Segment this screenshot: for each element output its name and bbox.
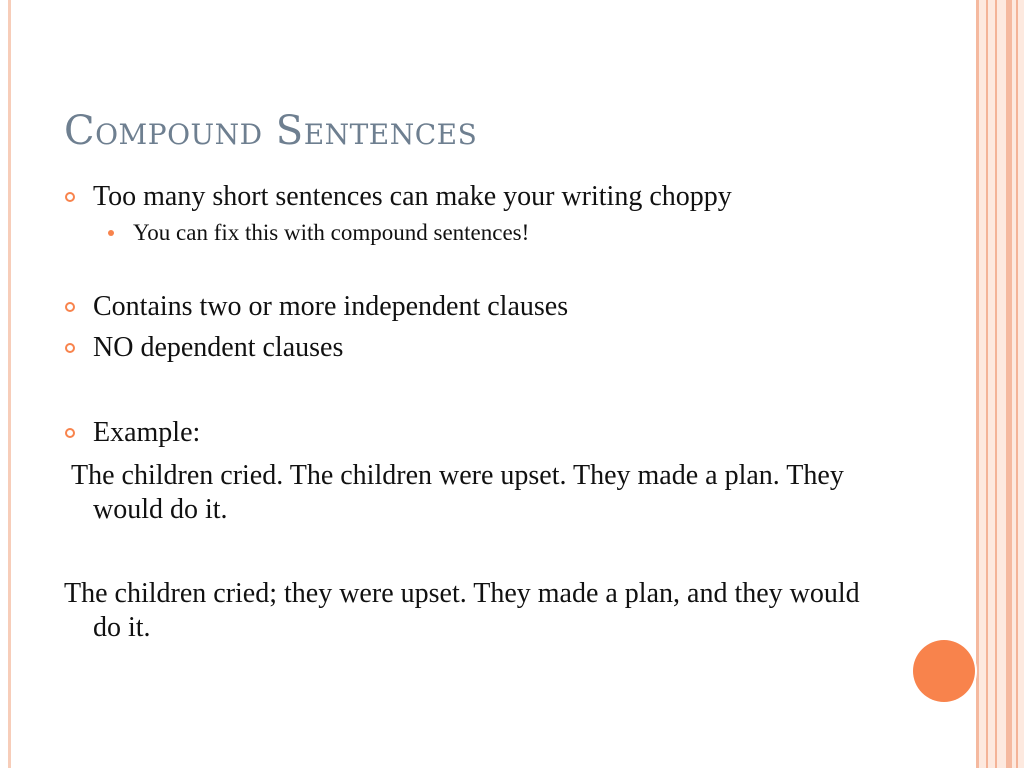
bullet-text: Example: xyxy=(93,417,201,448)
decorative-circle xyxy=(913,640,975,702)
bullet-text: NO dependent clauses xyxy=(93,332,344,363)
decorative-stripe xyxy=(976,0,979,768)
bullet-ring-icon xyxy=(65,302,75,312)
decorative-stripe xyxy=(1016,0,1018,768)
decorative-stripe xyxy=(1006,0,1012,768)
decorative-stripe xyxy=(995,0,997,768)
bullet-dot-icon xyxy=(108,230,114,236)
sub-bullet-item xyxy=(64,218,864,248)
example-after-text: The children cried; they were upset. They made a plan, and they would do it. xyxy=(64,578,860,643)
bullet-ring-icon xyxy=(65,343,75,353)
decorative-stripe xyxy=(986,0,988,768)
example-before-text: The children cried. The children were upset. They made a plan. They would do it. xyxy=(71,460,844,525)
bullet-ring-icon xyxy=(65,192,75,202)
sub-bullet-text: You can fix this with compound sentences! xyxy=(133,220,530,245)
slide-content xyxy=(64,180,864,645)
bullet-item xyxy=(64,416,864,450)
bullet-text: Contains two or more independent clauses xyxy=(93,291,569,322)
bullet-item xyxy=(64,180,864,214)
bullet-ring-icon xyxy=(65,428,75,438)
left-frame-line xyxy=(8,0,11,768)
slide-title: Compound Sentences xyxy=(64,108,478,154)
bullet-item xyxy=(64,331,864,365)
bullet-text: Too many short sentences can make your writing choppy xyxy=(93,181,732,212)
bullet-item xyxy=(64,290,864,324)
